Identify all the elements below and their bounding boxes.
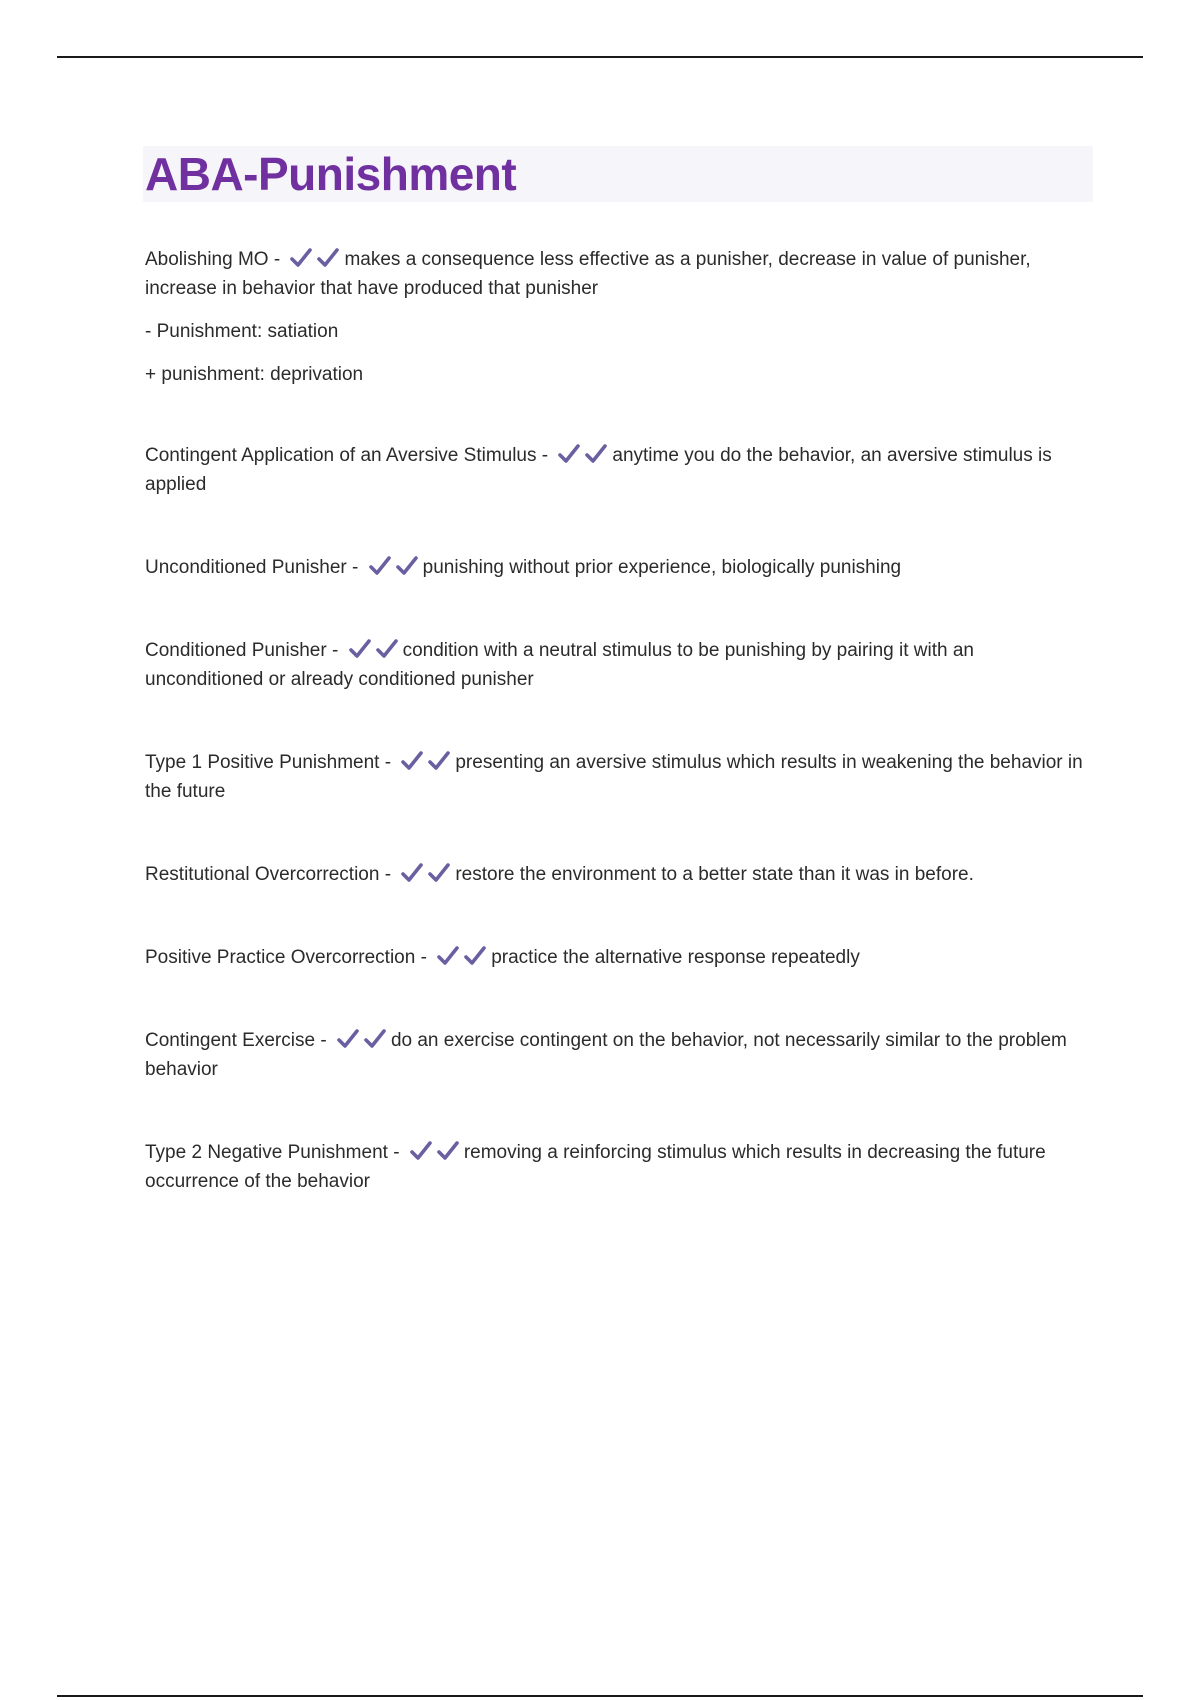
- entry-term: Type 1 Positive Punishment: [145, 752, 380, 773]
- entry-line: [145, 1138, 1090, 1196]
- entry-definition: makes a consequence less effective as a punisher, decrease in value of punisher, increase in behavior that have produced that punisher: [145, 249, 1031, 299]
- double-check-icons: [400, 750, 451, 772]
- check-icon: [395, 555, 419, 577]
- check-icon: [375, 638, 399, 660]
- check-icon: [363, 1028, 387, 1050]
- check-icon: [463, 945, 487, 967]
- entry-line: [145, 636, 1090, 694]
- double-check-icons: [400, 862, 451, 884]
- check-icon: [289, 247, 313, 269]
- title-bar: [143, 146, 1093, 202]
- double-check-icons: [557, 443, 608, 465]
- entry-line: [145, 860, 1090, 889]
- entry-unconditioned-punisher: [145, 553, 1090, 582]
- entry-line: [145, 245, 1090, 303]
- entry-separator: -: [326, 640, 344, 661]
- entry-separator: -: [346, 557, 364, 578]
- entry-definition: punishing without prior experience, biologically punishing: [422, 557, 902, 578]
- check-icon: [400, 862, 424, 884]
- entry-definition: practice the alternative response repeatedly: [491, 947, 860, 968]
- entry-separator: -: [415, 947, 433, 968]
- check-icon: [409, 1140, 433, 1162]
- entry-term: Conditioned Punisher: [145, 640, 327, 661]
- entry-separator: -: [379, 752, 397, 773]
- entry-positive-practice-overcorrection: [145, 943, 1090, 972]
- check-icon: [436, 945, 460, 967]
- double-check-icons: [436, 945, 487, 967]
- entry-term: Positive Practice Overcorrection: [145, 947, 416, 968]
- double-check-icons: [336, 1028, 387, 1050]
- check-icon: [427, 862, 451, 884]
- entry-restitutional-overcorrection: [145, 860, 1090, 889]
- entry-definition: presenting an aversive stimulus which results in weakening the behavior in the future: [145, 752, 1083, 802]
- entry-line: [145, 943, 1090, 972]
- entry-line: [145, 553, 1090, 582]
- double-check-icons: [409, 1140, 460, 1162]
- bottom-rule: [57, 1695, 1143, 1697]
- entry-note: - Punishment: satiation: [145, 321, 339, 342]
- check-icon: [368, 555, 392, 577]
- page-title: ABA-Punishment: [145, 148, 517, 200]
- check-icon: [336, 1028, 360, 1050]
- entry-definition: condition with a neutral stimulus to be punishing by pairing it with an unconditioned or already conditioned punisher: [145, 640, 974, 690]
- top-rule: [57, 56, 1143, 58]
- entry-separator: -: [536, 445, 554, 466]
- entry-abolishing-mo: [145, 245, 1090, 389]
- entry-line: [145, 1026, 1090, 1084]
- entry-definition: restore the environment to a better state than it was in before.: [455, 864, 974, 885]
- entry-term: Restitutional Overcorrection: [145, 864, 380, 885]
- entry-term: Contingent Application of an Aversive Stimulus: [145, 445, 537, 466]
- entry-separator: -: [315, 1030, 332, 1051]
- entry-conditioned-punisher: [145, 636, 1090, 694]
- check-icon: [316, 247, 340, 269]
- double-check-icons: [368, 555, 419, 577]
- check-icon: [584, 443, 608, 465]
- check-icon: [427, 750, 451, 772]
- entry-term: Contingent Exercise: [145, 1030, 316, 1051]
- entry-note: + punishment: deprivation: [145, 364, 364, 385]
- flashcard-list: [145, 245, 1090, 1196]
- entry-term: Unconditioned Punisher: [145, 557, 347, 578]
- entry-type2-negative-punishment: [145, 1138, 1090, 1196]
- double-check-icons: [348, 638, 399, 660]
- entry-separator: -: [268, 249, 286, 270]
- entry-contingent-application: [145, 441, 1090, 499]
- check-icon: [348, 638, 372, 660]
- check-icon: [557, 443, 581, 465]
- entry-line: [145, 441, 1090, 499]
- entry-definition: do an exercise contingent on the behavior, not necessarily similar to the problem behavior: [145, 1030, 1067, 1080]
- entry-type1-positive-punishment: [145, 748, 1090, 806]
- entry-definition: anytime you do the behavior, an aversive stimulus is applied: [145, 445, 1052, 495]
- double-check-icons: [289, 247, 340, 269]
- entry-separator: -: [379, 864, 397, 885]
- check-icon: [400, 750, 424, 772]
- entry-definition: removing a reinforcing stimulus which results in decreasing the future occurrence of the behavior: [145, 1142, 1046, 1192]
- entry-contingent-exercise: [145, 1026, 1090, 1084]
- entry-term: Type 2 Negative Punishment: [145, 1142, 388, 1163]
- check-icon: [436, 1140, 460, 1162]
- entry-term: Abolishing MO: [145, 249, 269, 270]
- entry-separator: -: [387, 1142, 405, 1163]
- entry-line: [145, 748, 1090, 806]
